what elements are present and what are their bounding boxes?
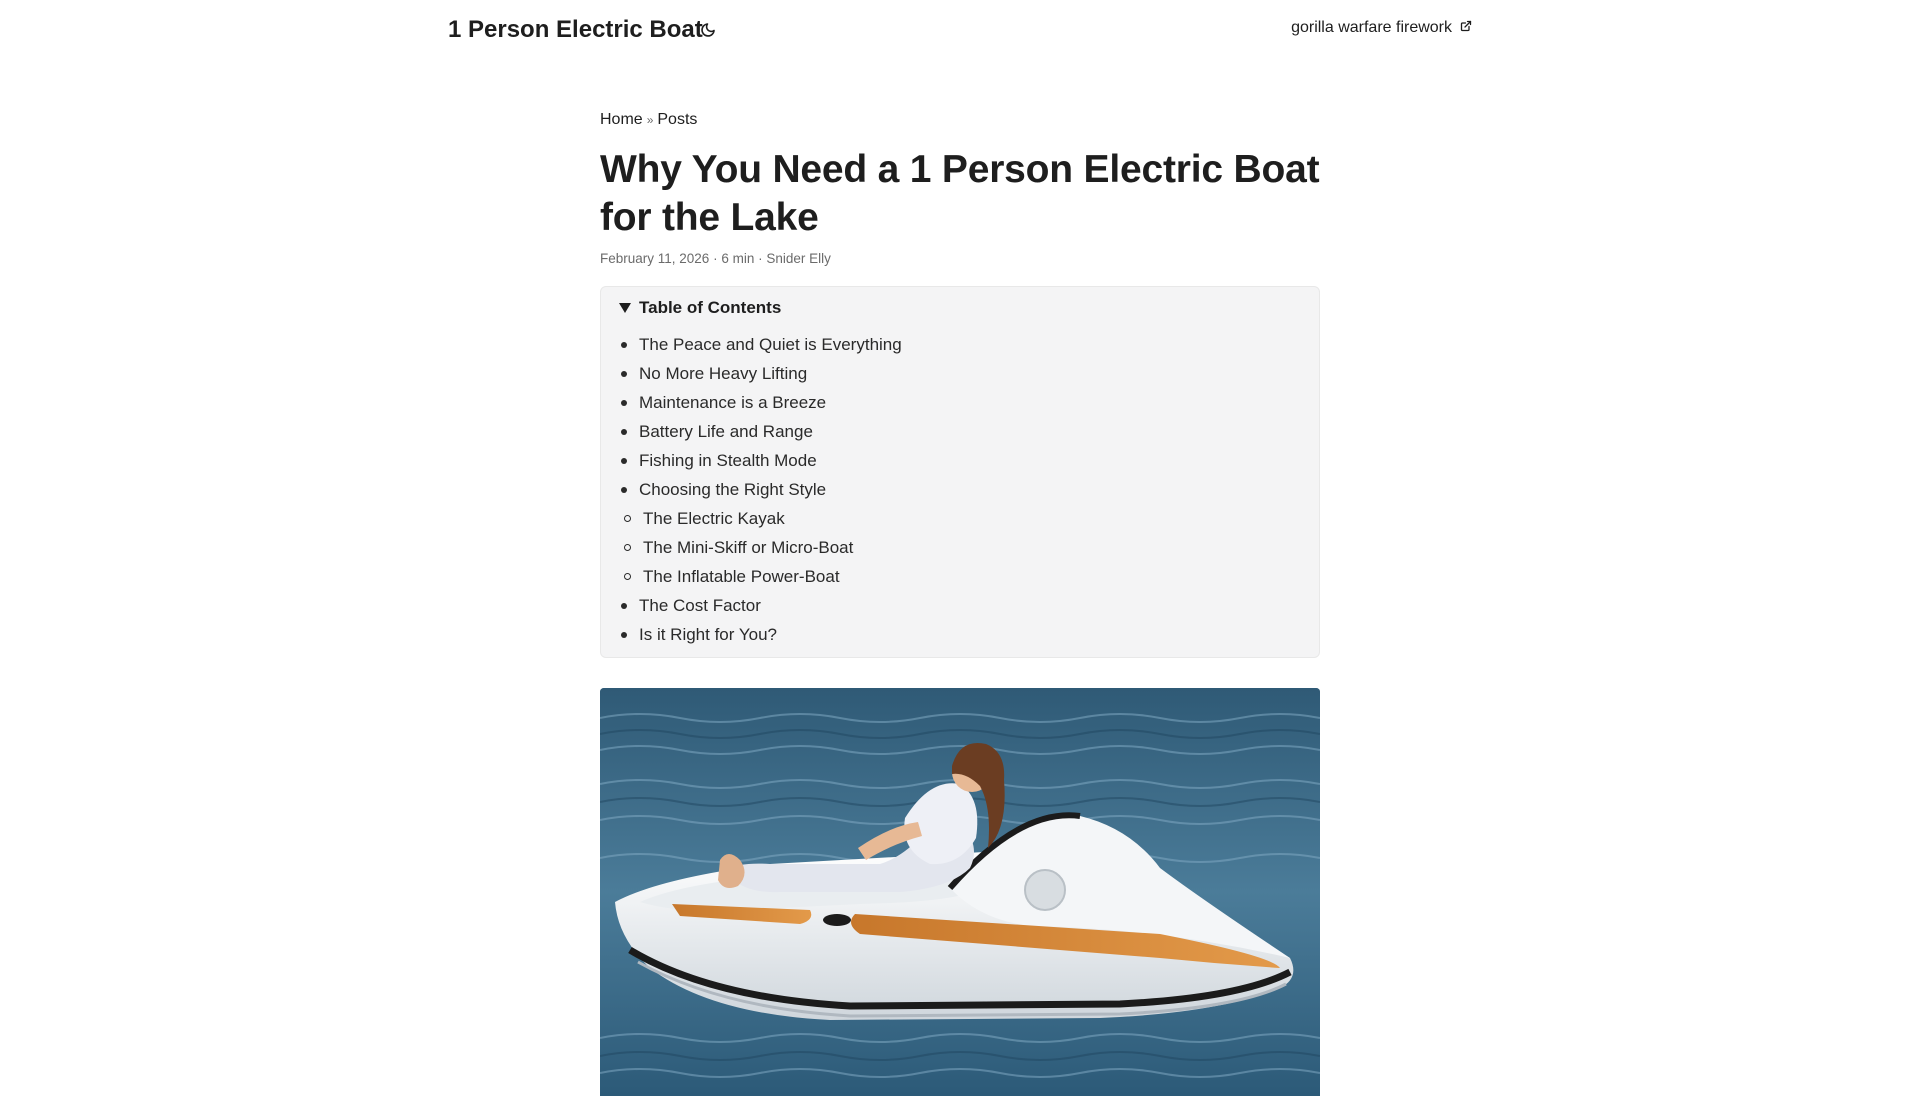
- circle-bullet-icon: [624, 544, 631, 551]
- dot-bullet-icon: [621, 371, 627, 377]
- triangle-down-icon: [619, 303, 631, 313]
- page-title: Why You Need a 1 Person Electric Boat for the Lake: [600, 148, 1320, 239]
- toc-link[interactable]: The Cost Factor: [639, 596, 761, 615]
- menu-link-label: gorilla warfare firework: [1291, 19, 1452, 36]
- toc-link[interactable]: The Inflatable Power-Boat: [643, 567, 840, 586]
- toc-item: [619, 475, 1301, 504]
- dot-bullet-icon: [621, 603, 627, 609]
- cover-image: [600, 688, 1320, 1096]
- toc-item: [619, 417, 1301, 446]
- circle-bullet-icon: [624, 515, 631, 522]
- toc-link[interactable]: Fishing in Stealth Mode: [639, 451, 817, 470]
- toc-link[interactable]: Battery Life and Range: [639, 422, 813, 441]
- toc-item: [619, 359, 1301, 388]
- toc-link[interactable]: The Electric Kayak: [643, 509, 785, 528]
- table-of-contents: [600, 286, 1320, 658]
- toc-list: [619, 330, 1301, 649]
- toc-toggle[interactable]: [619, 297, 1301, 319]
- toc-item: [619, 620, 1301, 649]
- circle-bullet-icon: [624, 573, 631, 580]
- toc-link[interactable]: The Mini-Skiff or Micro-Boat: [643, 538, 854, 557]
- toc-item: [619, 504, 1301, 533]
- toc-item: [619, 562, 1301, 591]
- breadcrumb-separator: »: [646, 113, 654, 127]
- external-link-icon: [1460, 19, 1472, 37]
- site-logo[interactable]: 1 Person Electric Boat: [448, 16, 703, 43]
- toc-summary-label: Table of Contents: [639, 298, 782, 317]
- toc-link[interactable]: No More Heavy Lifting: [639, 364, 808, 383]
- toc-link[interactable]: Choosing the Right Style: [639, 480, 827, 499]
- main-content: [600, 110, 1320, 1096]
- breadcrumb-home[interactable]: Home: [600, 111, 643, 128]
- moon-icon[interactable]: [697, 19, 719, 41]
- breadcrumb-posts[interactable]: Posts: [657, 111, 698, 128]
- toc-link[interactable]: The Peace and Quiet is Everything: [639, 335, 902, 354]
- dot-bullet-icon: [621, 458, 627, 464]
- post-meta: February 11, 2026 · 6 min · Snider Elly: [600, 251, 831, 266]
- dot-bullet-icon: [621, 342, 627, 348]
- dot-bullet-icon: [621, 429, 627, 435]
- dot-bullet-icon: [621, 400, 627, 406]
- toc-item: [619, 388, 1301, 417]
- dot-bullet-icon: [621, 632, 627, 638]
- site-header: [0, 0, 1920, 60]
- toc-item: [619, 533, 1301, 562]
- toc-item: [619, 330, 1301, 359]
- breadcrumb: [600, 110, 1320, 130]
- toc-link[interactable]: Maintenance is a Breeze: [639, 393, 827, 412]
- toc-item: [619, 591, 1301, 620]
- menu-link-gorilla-warfare-firework[interactable]: [1291, 19, 1472, 37]
- dot-bullet-icon: [621, 487, 627, 493]
- toc-item: [619, 446, 1301, 475]
- toc-link[interactable]: Is it Right for You?: [639, 625, 777, 644]
